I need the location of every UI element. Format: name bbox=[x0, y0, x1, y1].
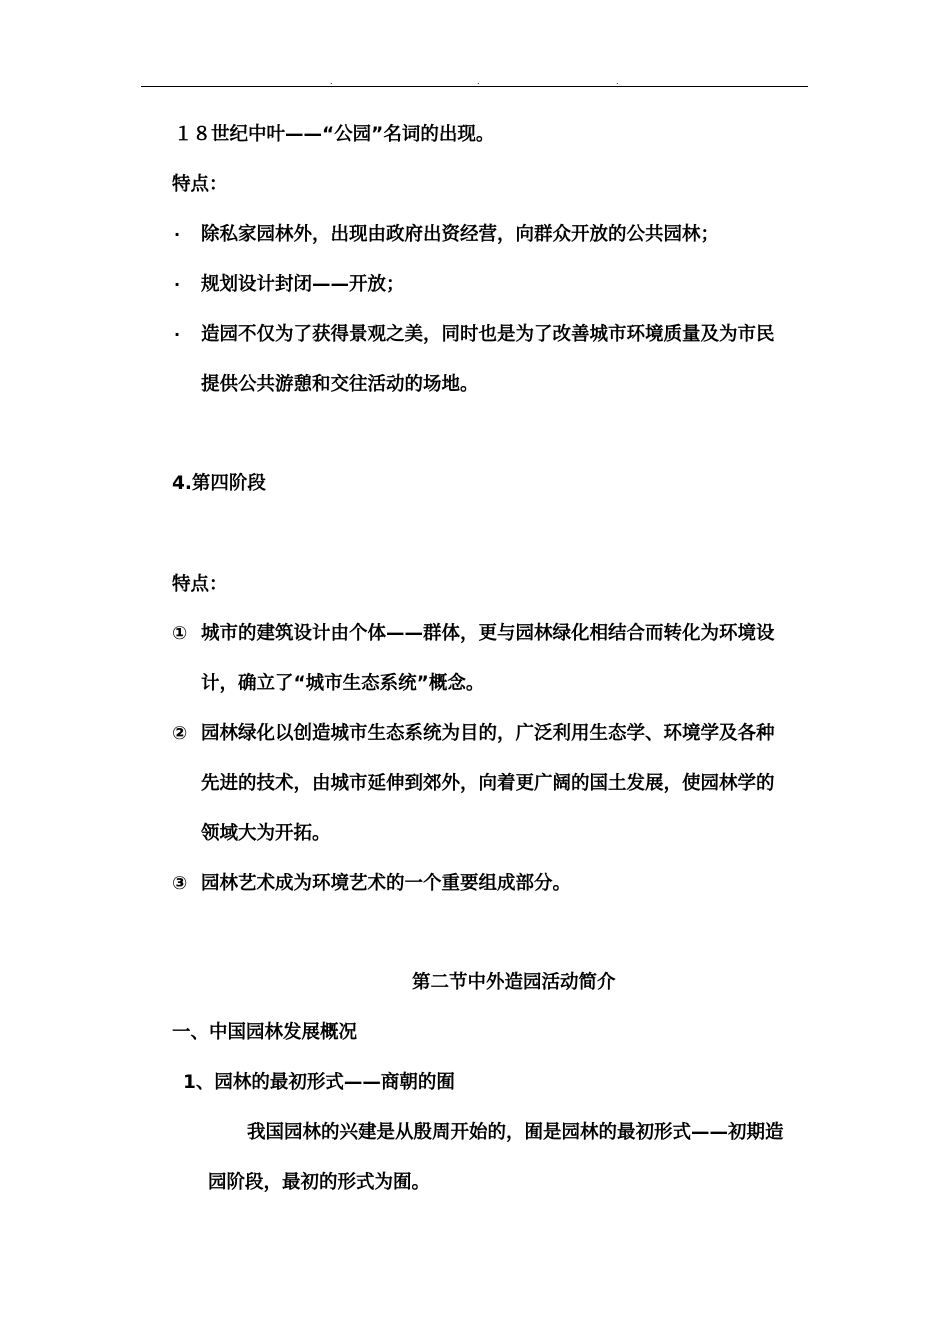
section-title: 第二节中外造园活动简介 bbox=[412, 972, 616, 993]
features-label: 特点： bbox=[172, 574, 228, 595]
item-marker: ③ bbox=[172, 873, 188, 894]
item-text-continued: 领域大为开拓。 bbox=[201, 823, 331, 844]
bullet-text-continued: 提供公共游憩和交往活动的场地。 bbox=[201, 374, 479, 395]
header-dot: . bbox=[330, 77, 333, 86]
header-dot: . bbox=[616, 77, 619, 86]
header-rule bbox=[141, 86, 808, 87]
subsection-heading: 1、园林的最初形式——商朝的囿 bbox=[183, 1072, 455, 1093]
item-text-continued: 先进的技术，由城市延伸到郊外，向着更广阔的国土发展，使园林学的 bbox=[201, 773, 775, 794]
section-heading: １８世纪中叶——“公园”名词的出现。 bbox=[174, 124, 495, 145]
section-heading: 4.第四阶段 bbox=[172, 473, 266, 494]
bullet-text: 规划设计封闭——开放； bbox=[201, 274, 405, 295]
chapter-heading: 一、中国园林发展概况 bbox=[172, 1022, 358, 1043]
features-label: 特点： bbox=[172, 174, 228, 195]
bullet-marker: · bbox=[174, 325, 181, 344]
paragraph-text: 我国园林的兴建是从殷周开始的，囿是园林的最初形式——初期造 bbox=[247, 1122, 784, 1143]
bullet-text: 除私家园林外，出现由政府出资经营，向群众开放的公共园林； bbox=[201, 224, 720, 245]
item-text: 城市的建筑设计由个体——群体，更与园林绿化相结合而转化为环境设 bbox=[201, 623, 775, 644]
item-text-continued: 计，确立了“城市生态系统”概念。 bbox=[201, 673, 485, 694]
header-dot: . bbox=[477, 77, 480, 86]
bullet-marker: · bbox=[174, 275, 181, 294]
item-marker: ① bbox=[172, 623, 188, 644]
bullet-marker: · bbox=[174, 225, 181, 244]
item-marker: ② bbox=[172, 723, 188, 744]
item-text: 园林艺术成为环境艺术的一个重要组成部分。 bbox=[201, 873, 572, 894]
paragraph-text-continued: 园阶段，最初的形式为囿。 bbox=[208, 1172, 431, 1193]
bullet-text: 造园不仅为了获得景观之美，同时也是为了改善城市环境质量及为市民 bbox=[201, 324, 775, 345]
item-text: 园林绿化以创造城市生态系统为目的，广泛利用生态学、环境学及各种 bbox=[201, 723, 775, 744]
